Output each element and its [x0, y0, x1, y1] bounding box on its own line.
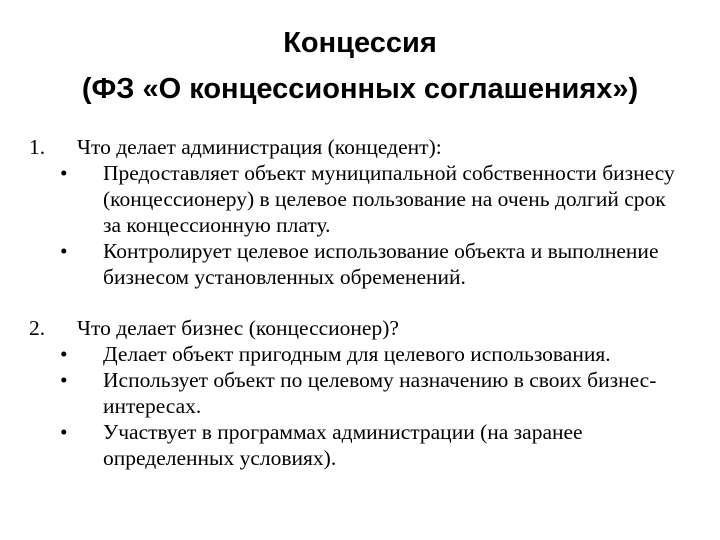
list-item-text: Делает объект пригодным для целевого использования. [103, 342, 611, 366]
list-item-text: Использует объект по целевому назначению в своих бизнес-интересах. [103, 368, 657, 418]
slide-title [0, 20, 720, 112]
section-number: 2. [29, 316, 46, 340]
section-business [0, 315, 720, 471]
bullet-icon: • [60, 239, 68, 263]
bullet-icon: • [60, 161, 68, 185]
list-item-text: Участвует в программах администрации (на заранее определенных условиях). [103, 420, 583, 470]
bullet-icon: • [60, 342, 68, 366]
section-heading: Что делает бизнес (концессионер)? [77, 316, 399, 340]
section-heading: Что делает администрация (концедент): [77, 135, 442, 159]
title-line-2: (ФЗ «О концессионных соглашениях») [81, 73, 639, 105]
section-administration [0, 134, 720, 290]
section-number: 1. [29, 135, 46, 159]
list-item-text: Контролирует целевое использование объекта и выполнение бизнесом установленных обременений. [103, 239, 659, 289]
list-item-text: Предоставляет объект муниципальной собственности бизнесу (концессионеру) в целевое пользование на очень долгий срок за концессионную плату. [103, 161, 675, 237]
title-line-1: Концессия [283, 27, 437, 59]
list-item [0, 367, 683, 419]
list-item [0, 419, 683, 471]
bullet-icon: • [60, 420, 68, 444]
list-item [0, 238, 683, 290]
list-item [0, 341, 683, 367]
list-item [0, 160, 683, 238]
bullet-icon: • [60, 368, 68, 392]
slide-body [0, 134, 720, 471]
